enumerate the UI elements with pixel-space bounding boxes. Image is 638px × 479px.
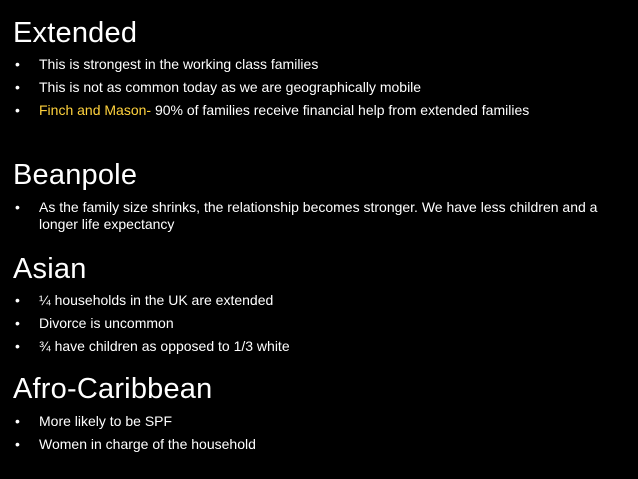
bullet-text: 90% of families receive financial help from extended families	[151, 102, 530, 118]
bullet-icon: •	[15, 338, 20, 354]
section-afro-caribbean	[13, 372, 613, 459]
bullet-text: ¾ have children as opposed to 1/3 white	[39, 338, 290, 354]
bullet-icon: •	[15, 79, 20, 95]
bullet-text: ¼ households in the UK are extended	[39, 292, 274, 308]
bullet-list	[13, 199, 613, 233]
list-item	[13, 413, 613, 430]
list-item	[13, 338, 613, 355]
list-item	[13, 56, 613, 73]
bullet-icon: •	[15, 315, 20, 331]
section-heading: Beanpole	[13, 159, 138, 191]
list-item	[13, 315, 613, 332]
section-heading: Afro-Caribbean	[13, 373, 213, 405]
bullet-icon: •	[15, 413, 20, 429]
bullet-text: Divorce is uncommon	[39, 315, 174, 331]
list-item	[13, 102, 613, 119]
bullet-text: Women in charge of the household	[39, 436, 256, 452]
bullet-icon: •	[15, 199, 20, 215]
bullet-text: As the family size shrinks, the relationship becomes stronger. We have less children and a longer life expectancy	[39, 199, 598, 232]
list-item	[13, 79, 613, 96]
bullet-icon: •	[15, 436, 20, 452]
list-item	[13, 292, 613, 309]
bullet-icon: •	[15, 292, 20, 308]
bullet-text: More likely to be SPF	[39, 413, 173, 429]
bullet-list	[13, 292, 613, 355]
bullet-text: This is not as common today as we are geographically mobile	[39, 79, 422, 95]
section-beanpole	[13, 158, 613, 239]
section-extended	[13, 16, 613, 125]
section-heading: Extended	[13, 17, 138, 49]
bullet-icon: •	[15, 56, 20, 72]
bullet-text: This is strongest in the working class families	[39, 56, 319, 72]
bullet-icon: •	[15, 102, 20, 118]
list-item	[13, 199, 613, 233]
bullet-list	[13, 413, 613, 453]
bullet-list	[13, 56, 613, 119]
section-heading: Asian	[13, 253, 87, 285]
section-asian	[13, 252, 613, 361]
citation-highlight: Finch and Mason-	[39, 102, 152, 118]
list-item	[13, 436, 613, 453]
